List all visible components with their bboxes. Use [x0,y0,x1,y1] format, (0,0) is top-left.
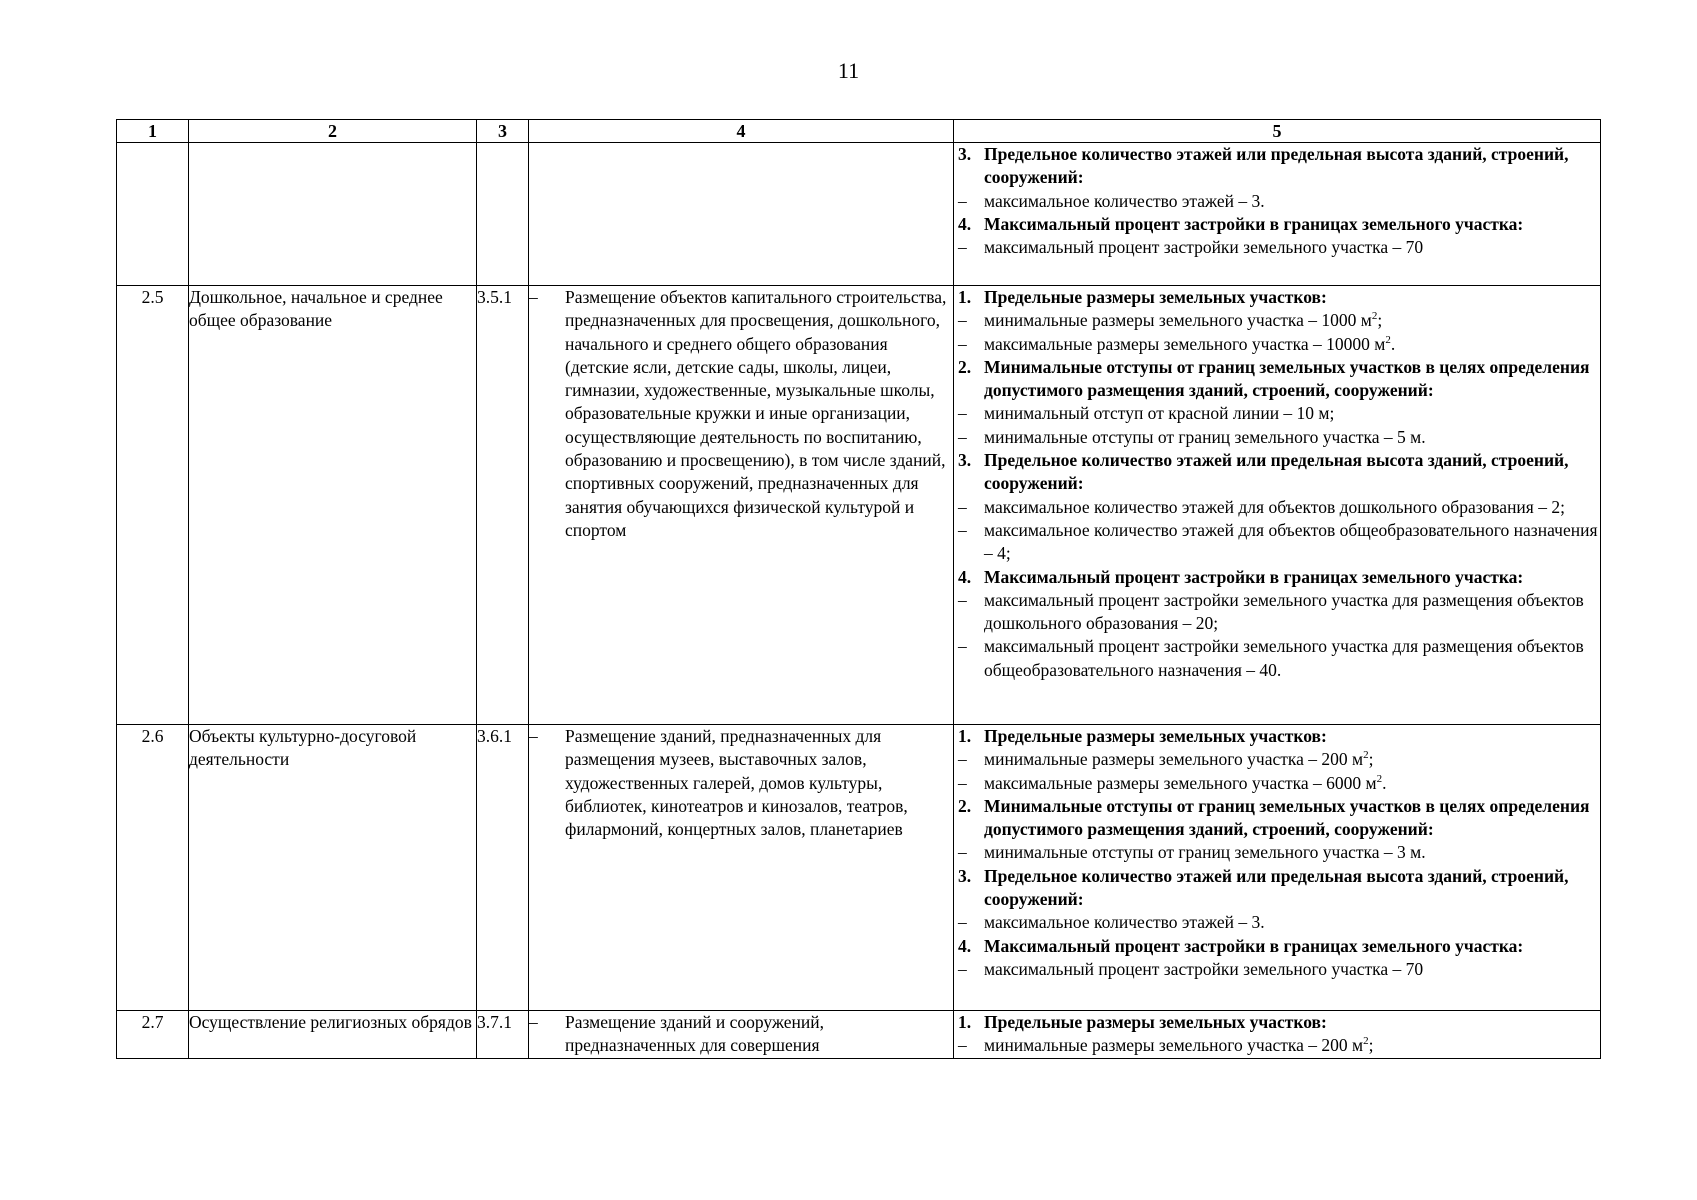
parameter-text-tail: . [1390,333,1396,354]
table-row [117,286,1601,725]
parameter-item [954,496,1600,519]
heading-number: 2. [958,356,972,377]
parameter-text [984,213,1600,236]
parameter-heading [954,449,1600,496]
parameter-heading [954,143,1600,190]
parameter-text-main: минимальные отступы от границ земельного участка – 3 м. [984,842,1426,863]
parameter-text [984,309,1600,332]
parameter-item [954,635,1600,682]
dash-marker: – [958,772,967,793]
parameter-text-main: минимальные размеры земельного участка – 200 м [984,1035,1364,1056]
table-row [117,725,1601,1011]
use-description [529,286,954,725]
parameter-item [954,841,1600,864]
parameter-text [984,725,1600,748]
parameter-text [984,958,1600,981]
dash-marker: – [958,636,967,657]
parameter-heading [954,725,1600,748]
heading-number: 1. [958,1012,972,1032]
parameter-text [984,449,1600,496]
parameter-text-main: максимальный процент застройки земельного участка для размещения объектов общеобразовательного назначения – 40. [984,636,1584,680]
heading-number: 2. [958,795,972,816]
use-type-code: 3.7.1 [477,1011,529,1059]
unit-superscript: 2 [1363,749,1369,762]
parameter-text-main: минимальные размеры земельного участка – 1000 м [984,310,1372,331]
column-header: 1 [117,120,189,143]
column-header: 3 [477,120,529,143]
parameter-item [954,402,1600,425]
unit-superscript: 2 [1363,1035,1369,1048]
parameter-text-main: минимальный отступ от красной линии – 10 м; [984,403,1335,424]
unit-superscript: 2 [1376,772,1383,785]
parameter-text [984,865,1600,912]
parameter-text [984,589,1600,636]
parameter-text-main: максимальный процент застройки земельного участка для размещения объектов дошкольного образования – 20; [984,589,1584,634]
parameter-text-main: Максимальный процент застройки в границах земельного участка: [984,566,1524,587]
dash-marker: – [958,496,967,517]
parameter-text-main: минимальные размеры земельного участка – 200 м [984,749,1364,770]
parameter-item [954,772,1600,795]
row-number: 2.5 [117,286,189,725]
parameter-text-main: Максимальный процент застройки в границах земельного участка: [984,935,1524,956]
parameter-text [984,1011,1600,1034]
parameter-text [984,190,1600,213]
parameter-text [984,356,1600,403]
dash-marker: – [958,190,967,211]
description-text: Размещение зданий и сооружений, предназначенных для совершения [565,1012,825,1056]
parameter-text [984,143,1600,190]
use-description [529,725,954,1011]
heading-number: 3. [958,865,972,886]
use-type-code [477,143,529,286]
heading-number: 4. [958,566,972,587]
parameter-text [984,911,1600,934]
dash-marker: – [529,726,538,746]
use-description [529,1011,954,1059]
use-type-name: Объекты культурно-досуговой деятельности [189,725,477,1011]
dash-marker: – [958,589,967,610]
description-item [529,1011,953,1058]
use-type-name: Осуществление религиозных обрядов [189,1011,477,1059]
heading-number: 1. [958,287,972,307]
parameter-item [954,1034,1600,1057]
parameter-text-main: максимальное количество этажей – 3. [984,190,1265,211]
parameter-text-main: Предельное количество этажей или предельная высота зданий, строений, сооружений: [984,450,1569,494]
parameter-item [954,589,1600,636]
unit-superscript: 2 [1371,310,1378,323]
row-number: 2.7 [117,1011,189,1059]
parameter-text-tail: ; [1377,310,1383,331]
column-header: 5 [954,120,1601,143]
parameters-cell [954,143,1601,286]
dash-marker: – [958,426,967,447]
parameter-item [954,309,1600,332]
parameters-cell [954,725,1601,1011]
dash-marker: – [958,1035,967,1056]
heading-number: 4. [958,213,972,234]
parameters-cell [954,286,1601,725]
heading-number: 4. [958,935,972,956]
parameter-heading [954,1011,1600,1034]
use-type-name: Дошкольное, начальное и среднее общее образование [189,286,477,725]
parameter-text [984,566,1600,589]
parameter-item [954,958,1600,981]
parameter-text [984,402,1600,425]
dash-marker: – [529,1012,538,1032]
column-header: 2 [189,120,477,143]
heading-number: 1. [958,726,972,746]
parameter-text-tail: ; [1368,1035,1374,1056]
dash-marker: – [958,237,967,258]
parameter-text [984,1034,1600,1057]
parameter-text-main: Предельное количество этажей или предельная высота зданий, строений, сооружений: [984,144,1569,188]
parameter-text-main: максимальное количество этажей для объектов общеобразовательного назначения – 4; [984,519,1598,564]
parameter-text-main: максимальные размеры земельного участка – 6000 м [984,772,1377,793]
parameter-text-main: максимальное количество этажей – 3. [984,912,1265,933]
dash-marker: – [958,333,967,354]
dash-marker: – [958,842,967,863]
parameter-text-main: минимальные отступы от границ земельного участка – 5 м. [984,426,1426,447]
parameter-text-tail: . [1382,772,1387,793]
parameter-text [984,519,1600,566]
parameter-heading [954,865,1600,912]
parameter-text-main: Максимальный процент застройки в границах земельного участка: [984,213,1524,234]
parameter-text-main: Минимальные отступы от границ земельных участков в целях определения допустимого размещения зданий, строений, сооружений: [984,795,1590,840]
parameter-item [954,236,1600,259]
page-number: 11 [837,58,860,83]
parameter-text [984,635,1600,682]
parameter-text [984,236,1600,259]
dash-marker: – [958,310,967,331]
regulations-table [116,119,1601,1059]
dash-marker: – [958,749,967,770]
parameter-item [954,190,1600,213]
column-header: 4 [529,120,954,143]
parameter-item [954,333,1600,356]
use-description [529,143,954,286]
parameter-heading [954,566,1600,589]
parameter-heading [954,935,1600,958]
dash-marker: – [958,958,967,979]
parameter-text [984,333,1600,356]
parameter-heading [954,356,1600,403]
heading-number: 3. [958,450,972,471]
parameter-text [984,496,1600,519]
description-item [529,725,953,841]
dash-marker: – [958,912,967,933]
parameter-text-main: Предельные размеры земельных участков: [984,1012,1327,1032]
parameters-cell [954,1011,1601,1059]
dash-marker: – [529,287,538,307]
parameter-text-main: Предельные размеры земельных участков: [984,287,1327,307]
parameter-text [984,772,1600,795]
parameter-text [984,426,1600,449]
description-text: Размещение зданий, предназначенных для размещения музеев, выставочных залов, художественных галерей, домов культуры, библиотек, кинотеатров и кинозалов, театров, филармоний, концертных залов, планетариев [565,726,908,840]
dash-marker: – [958,519,967,540]
parameter-text-main: максимальный процент застройки земельного участка – 70 [984,958,1424,979]
dash-marker: – [958,403,967,424]
row-number [117,143,189,286]
parameter-text [984,748,1600,771]
parameter-text-tail: ; [1368,749,1374,770]
parameter-text [984,286,1600,309]
parameter-item [954,911,1600,934]
parameter-text [984,935,1600,958]
use-type-name [189,143,477,286]
parameter-heading [954,286,1600,309]
parameter-item [954,426,1600,449]
parameter-item [954,519,1600,566]
parameter-text-main: Минимальные отступы от границ земельных участков в целях определения допустимого размещения зданий, строений, сооружений: [984,356,1590,401]
table-row [117,143,1601,286]
parameter-item [954,748,1600,771]
description-text: Размещение объектов капитального строительства, предназначенных для просвещения, дошкольного, начального и среднего общего образования (детские ясли, детские сады, школы, лицеи, гимназии, художественные, музыкальные школы, образовательные кружки и иные организации, осуществляющие деятельность по воспитанию, образованию и просвещению), в том числе зданий, спортивных сооружений, предназначенных для занятия обучающихся физической культурой и спортом [565,287,947,540]
header-row [117,120,1601,143]
parameter-text-main: максимальное количество этажей для объектов дошкольного образования – 2; [984,496,1565,517]
table-row [117,1011,1601,1059]
parameter-text-main: Предельные размеры земельных участков: [984,726,1327,746]
parameter-text [984,795,1600,842]
unit-superscript: 2 [1385,333,1391,346]
parameter-text-main: Предельное количество этажей или предельная высота зданий, строений, сооружений: [984,865,1569,910]
use-type-code: 3.6.1 [477,725,529,1011]
parameter-text-main: максимальные размеры земельного участка – 10000 м [984,333,1386,354]
parameter-heading [954,795,1600,842]
heading-number: 3. [958,144,972,164]
row-number: 2.6 [117,725,189,1011]
parameter-text-main: максимальный процент застройки земельного участка – 70 [984,237,1424,258]
description-item [529,286,953,542]
parameter-heading [954,213,1600,236]
parameter-text [984,841,1600,864]
use-type-code: 3.5.1 [477,286,529,725]
